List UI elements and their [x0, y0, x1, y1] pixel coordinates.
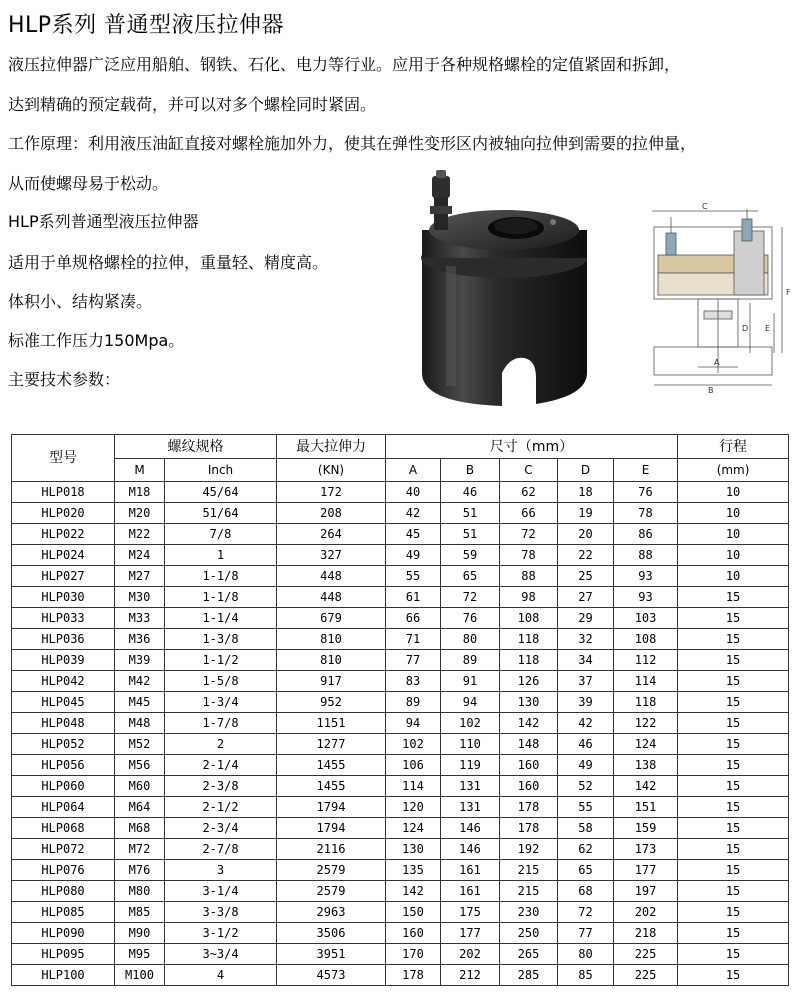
- header-model: 型号: [12, 435, 115, 482]
- cell-e: 173: [614, 839, 678, 860]
- cell-d: 72: [558, 902, 614, 923]
- cell-c: 108: [500, 608, 558, 629]
- cell-e: 225: [614, 965, 678, 986]
- cell-b: 76: [441, 608, 500, 629]
- cell-force: 810: [277, 650, 386, 671]
- table-row: [12, 860, 789, 881]
- cell-e: 93: [614, 566, 678, 587]
- cell-model: HLP048: [12, 713, 115, 734]
- table-row: [12, 503, 789, 524]
- cell-model: HLP072: [12, 839, 115, 860]
- cell-a: 66: [386, 608, 441, 629]
- cell-b: 80: [441, 629, 500, 650]
- table-row: [12, 734, 789, 755]
- cell-m: M85: [115, 902, 165, 923]
- cell-model: HLP022: [12, 524, 115, 545]
- cell-c: 160: [500, 776, 558, 797]
- cell-m: M33: [115, 608, 165, 629]
- cell-force: 208: [277, 503, 386, 524]
- header-size: 尺寸（mm）: [386, 435, 678, 459]
- cell-d: 32: [558, 629, 614, 650]
- cell-e: 103: [614, 608, 678, 629]
- cell-force: 952: [277, 692, 386, 713]
- cell-model: HLP085: [12, 902, 115, 923]
- cell-a: 160: [386, 923, 441, 944]
- header-c: C: [500, 459, 558, 482]
- cell-inch: 1-3/4: [165, 692, 277, 713]
- table-row: [12, 692, 789, 713]
- cell-m: M52: [115, 734, 165, 755]
- cell-a: 130: [386, 839, 441, 860]
- cell-d: 39: [558, 692, 614, 713]
- cell-stroke: 15: [678, 587, 789, 608]
- cell-model: HLP068: [12, 818, 115, 839]
- cell-inch: 1-1/8: [165, 566, 277, 587]
- table-row: [12, 902, 789, 923]
- cell-c: 215: [500, 881, 558, 902]
- cell-inch: 1-5/8: [165, 671, 277, 692]
- cell-e: 151: [614, 797, 678, 818]
- header-force-unit: (KN): [277, 459, 386, 482]
- cell-inch: 3~3/4: [165, 944, 277, 965]
- principle-line-1: 工作原理：利用液压油缸直接对螺栓施加外力，使其在弹性变形区内被轴向拉伸到需要的拉伸量，: [8, 134, 697, 153]
- cell-a: 106: [386, 755, 441, 776]
- cell-d: 58: [558, 818, 614, 839]
- cell-model: HLP039: [12, 650, 115, 671]
- cell-c: 88: [500, 566, 558, 587]
- cell-c: 148: [500, 734, 558, 755]
- cell-c: 230: [500, 902, 558, 923]
- cell-stroke: 15: [678, 839, 789, 860]
- cell-c: 98: [500, 587, 558, 608]
- cell-e: 177: [614, 860, 678, 881]
- cell-a: 150: [386, 902, 441, 923]
- cell-model: HLP036: [12, 629, 115, 650]
- cell-stroke: 15: [678, 965, 789, 986]
- spec-table: [11, 434, 789, 986]
- cell-c: 178: [500, 818, 558, 839]
- cell-e: 159: [614, 818, 678, 839]
- cell-d: 55: [558, 797, 614, 818]
- cell-m: M48: [115, 713, 165, 734]
- cell-b: 161: [441, 860, 500, 881]
- cell-model: HLP045: [12, 692, 115, 713]
- cell-d: 27: [558, 587, 614, 608]
- cell-force: 448: [277, 587, 386, 608]
- cell-e: 124: [614, 734, 678, 755]
- params-heading: 主要技术参数：: [8, 370, 121, 389]
- cell-model: HLP042: [12, 671, 115, 692]
- cell-e: 122: [614, 713, 678, 734]
- cell-m: M45: [115, 692, 165, 713]
- cell-a: 83: [386, 671, 441, 692]
- cell-b: 202: [441, 944, 500, 965]
- cell-a: 61: [386, 587, 441, 608]
- cell-b: 59: [441, 545, 500, 566]
- cell-d: 25: [558, 566, 614, 587]
- cell-m: M30: [115, 587, 165, 608]
- page-title: HLP系列 普通型液压拉伸器: [8, 13, 285, 38]
- cell-a: 120: [386, 797, 441, 818]
- cell-model: HLP030: [12, 587, 115, 608]
- cell-c: 126: [500, 671, 558, 692]
- cell-b: 72: [441, 587, 500, 608]
- cell-m: M24: [115, 545, 165, 566]
- cell-inch: 3: [165, 860, 277, 881]
- cell-force: 1277: [277, 734, 386, 755]
- cell-e: 118: [614, 692, 678, 713]
- cell-model: HLP024: [12, 545, 115, 566]
- cell-model: HLP052: [12, 734, 115, 755]
- cell-e: 142: [614, 776, 678, 797]
- cell-inch: 3-3/8: [165, 902, 277, 923]
- table-row: [12, 755, 789, 776]
- header-stroke-unit: (mm): [678, 459, 789, 482]
- cell-d: 34: [558, 650, 614, 671]
- cell-c: 72: [500, 524, 558, 545]
- cell-c: 285: [500, 965, 558, 986]
- cell-stroke: 15: [678, 923, 789, 944]
- cell-b: 91: [441, 671, 500, 692]
- table-row: [12, 566, 789, 587]
- table-row: [12, 965, 789, 986]
- cell-force: 1794: [277, 797, 386, 818]
- cell-e: 218: [614, 923, 678, 944]
- cell-stroke: 10: [678, 482, 789, 503]
- cell-a: 135: [386, 860, 441, 881]
- table-row: [12, 482, 789, 503]
- cell-a: 49: [386, 545, 441, 566]
- cell-stroke: 10: [678, 545, 789, 566]
- header-e: E: [614, 459, 678, 482]
- intro-line-2: 达到精确的预定载荷，并可以对多个螺栓同时紧固。: [8, 95, 377, 114]
- cell-d: 62: [558, 839, 614, 860]
- cell-m: M27: [115, 566, 165, 587]
- cell-stroke: 15: [678, 755, 789, 776]
- label-d: D: [742, 324, 749, 333]
- cell-force: 3951: [277, 944, 386, 965]
- cell-inch: 1: [165, 545, 277, 566]
- cell-b: 94: [441, 692, 500, 713]
- cell-stroke: 15: [678, 776, 789, 797]
- cell-force: 2963: [277, 902, 386, 923]
- cell-c: 250: [500, 923, 558, 944]
- cell-d: 68: [558, 881, 614, 902]
- cell-stroke: 15: [678, 671, 789, 692]
- table-row: [12, 545, 789, 566]
- cell-stroke: 15: [678, 692, 789, 713]
- cell-inch: 3-1/2: [165, 923, 277, 944]
- cell-d: 52: [558, 776, 614, 797]
- header-inch: Inch: [165, 459, 277, 482]
- table-row: [12, 608, 789, 629]
- cell-inch: 2-7/8: [165, 839, 277, 860]
- cell-d: 42: [558, 713, 614, 734]
- cell-d: 65: [558, 860, 614, 881]
- cell-force: 1455: [277, 755, 386, 776]
- cell-model: HLP064: [12, 797, 115, 818]
- cell-a: 170: [386, 944, 441, 965]
- cell-b: 177: [441, 923, 500, 944]
- cell-model: HLP027: [12, 566, 115, 587]
- technical-drawing: [646, 203, 796, 395]
- cell-force: 172: [277, 482, 386, 503]
- cell-inch: 2-3/4: [165, 818, 277, 839]
- cell-c: 130: [500, 692, 558, 713]
- cell-a: 114: [386, 776, 441, 797]
- cell-inch: 7/8: [165, 524, 277, 545]
- cell-force: 1151: [277, 713, 386, 734]
- cell-d: 19: [558, 503, 614, 524]
- cell-m: M68: [115, 818, 165, 839]
- label-c: C: [702, 203, 708, 211]
- table-row: [12, 881, 789, 902]
- cell-e: 78: [614, 503, 678, 524]
- cell-m: M95: [115, 944, 165, 965]
- cell-b: 131: [441, 797, 500, 818]
- cell-b: 175: [441, 902, 500, 923]
- cell-stroke: 15: [678, 881, 789, 902]
- cell-c: 160: [500, 755, 558, 776]
- cell-b: 51: [441, 524, 500, 545]
- cell-b: 119: [441, 755, 500, 776]
- cell-a: 124: [386, 818, 441, 839]
- cell-a: 102: [386, 734, 441, 755]
- cell-model: HLP076: [12, 860, 115, 881]
- cell-a: 42: [386, 503, 441, 524]
- cell-a: 178: [386, 965, 441, 986]
- cell-stroke: 15: [678, 713, 789, 734]
- cell-a: 40: [386, 482, 441, 503]
- cell-m: M80: [115, 881, 165, 902]
- header-d: D: [558, 459, 614, 482]
- cell-d: 80: [558, 944, 614, 965]
- cell-inch: 1-3/8: [165, 629, 277, 650]
- cell-e: 114: [614, 671, 678, 692]
- cell-model: HLP090: [12, 923, 115, 944]
- cell-d: 18: [558, 482, 614, 503]
- cell-e: 202: [614, 902, 678, 923]
- cell-force: 2579: [277, 860, 386, 881]
- cell-a: 94: [386, 713, 441, 734]
- intro-line-1: 液压拉伸器广泛应用船舶、钢铁、石化、电力等行业。应用于各种规格螺栓的定值紧固和拆卸，: [8, 55, 681, 74]
- cell-stroke: 15: [678, 818, 789, 839]
- cell-d: 85: [558, 965, 614, 986]
- cell-force: 917: [277, 671, 386, 692]
- feature-line-1: 适用于单规格螺栓的拉伸，重量轻、精度高。: [8, 253, 329, 272]
- cell-force: 2116: [277, 839, 386, 860]
- cell-m: M20: [115, 503, 165, 524]
- cell-a: 71: [386, 629, 441, 650]
- cell-stroke: 15: [678, 944, 789, 965]
- cell-b: 65: [441, 566, 500, 587]
- feature-line-2: 体积小、结构紧凑。: [8, 292, 153, 311]
- cell-stroke: 10: [678, 566, 789, 587]
- cell-c: 265: [500, 944, 558, 965]
- table-row: [12, 818, 789, 839]
- cell-force: 1455: [277, 776, 386, 797]
- cell-inch: 45/64: [165, 482, 277, 503]
- cell-e: 112: [614, 650, 678, 671]
- label-a: A: [714, 358, 720, 367]
- cell-model: HLP020: [12, 503, 115, 524]
- cell-m: M56: [115, 755, 165, 776]
- cell-e: 86: [614, 524, 678, 545]
- product-photo: [412, 168, 597, 413]
- cell-m: M42: [115, 671, 165, 692]
- table-row: [12, 713, 789, 734]
- cell-stroke: 15: [678, 860, 789, 881]
- cell-force: 448: [277, 566, 386, 587]
- cell-inch: 3-1/4: [165, 881, 277, 902]
- cell-d: 22: [558, 545, 614, 566]
- cell-b: 51: [441, 503, 500, 524]
- cell-inch: 2-1/4: [165, 755, 277, 776]
- cell-d: 37: [558, 671, 614, 692]
- label-f: F: [786, 288, 791, 297]
- header-m: M: [115, 459, 165, 482]
- cell-a: 55: [386, 566, 441, 587]
- cell-m: M90: [115, 923, 165, 944]
- header-thread: 螺纹规格: [115, 435, 277, 459]
- header-b: B: [441, 459, 500, 482]
- cell-stroke: 15: [678, 629, 789, 650]
- table-row: [12, 587, 789, 608]
- table-row: [12, 944, 789, 965]
- cell-e: 138: [614, 755, 678, 776]
- cell-force: 679: [277, 608, 386, 629]
- cell-force: 2579: [277, 881, 386, 902]
- table-row: [12, 524, 789, 545]
- table-row: [12, 671, 789, 692]
- cell-stroke: 15: [678, 902, 789, 923]
- cell-m: M18: [115, 482, 165, 503]
- cell-m: M39: [115, 650, 165, 671]
- cell-b: 146: [441, 839, 500, 860]
- cell-c: 66: [500, 503, 558, 524]
- cell-force: 810: [277, 629, 386, 650]
- cell-m: M22: [115, 524, 165, 545]
- cell-inch: 1-1/4: [165, 608, 277, 629]
- cell-force: 4573: [277, 965, 386, 986]
- cell-b: 131: [441, 776, 500, 797]
- cell-model: HLP060: [12, 776, 115, 797]
- header-a: A: [386, 459, 441, 482]
- cell-d: 49: [558, 755, 614, 776]
- cell-b: 102: [441, 713, 500, 734]
- cell-d: 20: [558, 524, 614, 545]
- table-row: [12, 923, 789, 944]
- cell-e: 76: [614, 482, 678, 503]
- label-e: E: [765, 324, 771, 333]
- cell-stroke: 15: [678, 797, 789, 818]
- cell-m: M36: [115, 629, 165, 650]
- cell-m: M64: [115, 797, 165, 818]
- cell-m: M100: [115, 965, 165, 986]
- cell-c: 78: [500, 545, 558, 566]
- cell-c: 215: [500, 860, 558, 881]
- cell-m: M72: [115, 839, 165, 860]
- cell-stroke: 15: [678, 650, 789, 671]
- cell-m: M76: [115, 860, 165, 881]
- label-b: B: [708, 386, 714, 395]
- cell-c: 118: [500, 650, 558, 671]
- cell-d: 29: [558, 608, 614, 629]
- cell-stroke: 10: [678, 524, 789, 545]
- table-row: [12, 839, 789, 860]
- table-row: [12, 650, 789, 671]
- cell-stroke: 15: [678, 608, 789, 629]
- cell-inch: 2-1/2: [165, 797, 277, 818]
- cell-inch: 51/64: [165, 503, 277, 524]
- cell-force: 264: [277, 524, 386, 545]
- cell-force: 1794: [277, 818, 386, 839]
- cell-c: 118: [500, 629, 558, 650]
- cell-e: 93: [614, 587, 678, 608]
- cell-a: 45: [386, 524, 441, 545]
- table-row: [12, 629, 789, 650]
- cell-d: 46: [558, 734, 614, 755]
- cell-b: 89: [441, 650, 500, 671]
- cell-inch: 1-1/8: [165, 587, 277, 608]
- cell-model: HLP033: [12, 608, 115, 629]
- cell-c: 192: [500, 839, 558, 860]
- cell-inch: 4: [165, 965, 277, 986]
- spec-table-body: [12, 482, 789, 986]
- cell-b: 46: [441, 482, 500, 503]
- header-stroke: 行程: [678, 435, 789, 459]
- header-force: 最大拉伸力: [277, 435, 386, 459]
- cell-inch: 1-7/8: [165, 713, 277, 734]
- table-row: [12, 776, 789, 797]
- cell-inch: 2-3/8: [165, 776, 277, 797]
- series-heading: HLP系列普通型液压拉伸器: [8, 212, 199, 231]
- cell-a: 77: [386, 650, 441, 671]
- pressure-line: 标准工作压力150Mpa。: [8, 331, 185, 350]
- cell-a: 142: [386, 881, 441, 902]
- cell-model: HLP018: [12, 482, 115, 503]
- table-row: [12, 797, 789, 818]
- cell-model: HLP100: [12, 965, 115, 986]
- cell-model: HLP056: [12, 755, 115, 776]
- cell-inch: 2: [165, 734, 277, 755]
- cell-inch: 1-1/2: [165, 650, 277, 671]
- cell-c: 62: [500, 482, 558, 503]
- cell-a: 89: [386, 692, 441, 713]
- cell-m: M60: [115, 776, 165, 797]
- cell-b: 110: [441, 734, 500, 755]
- cell-model: HLP095: [12, 944, 115, 965]
- cell-e: 108: [614, 629, 678, 650]
- cell-e: 197: [614, 881, 678, 902]
- cell-c: 178: [500, 797, 558, 818]
- cell-e: 88: [614, 545, 678, 566]
- cell-e: 225: [614, 944, 678, 965]
- cell-b: 161: [441, 881, 500, 902]
- principle-line-2: 从而使螺母易于松动。: [8, 174, 169, 193]
- cell-force: 3506: [277, 923, 386, 944]
- cell-b: 146: [441, 818, 500, 839]
- cell-model: HLP080: [12, 881, 115, 902]
- cell-c: 142: [500, 713, 558, 734]
- cell-d: 77: [558, 923, 614, 944]
- cell-stroke: 10: [678, 503, 789, 524]
- cell-stroke: 15: [678, 734, 789, 755]
- cell-b: 212: [441, 965, 500, 986]
- cell-force: 327: [277, 545, 386, 566]
